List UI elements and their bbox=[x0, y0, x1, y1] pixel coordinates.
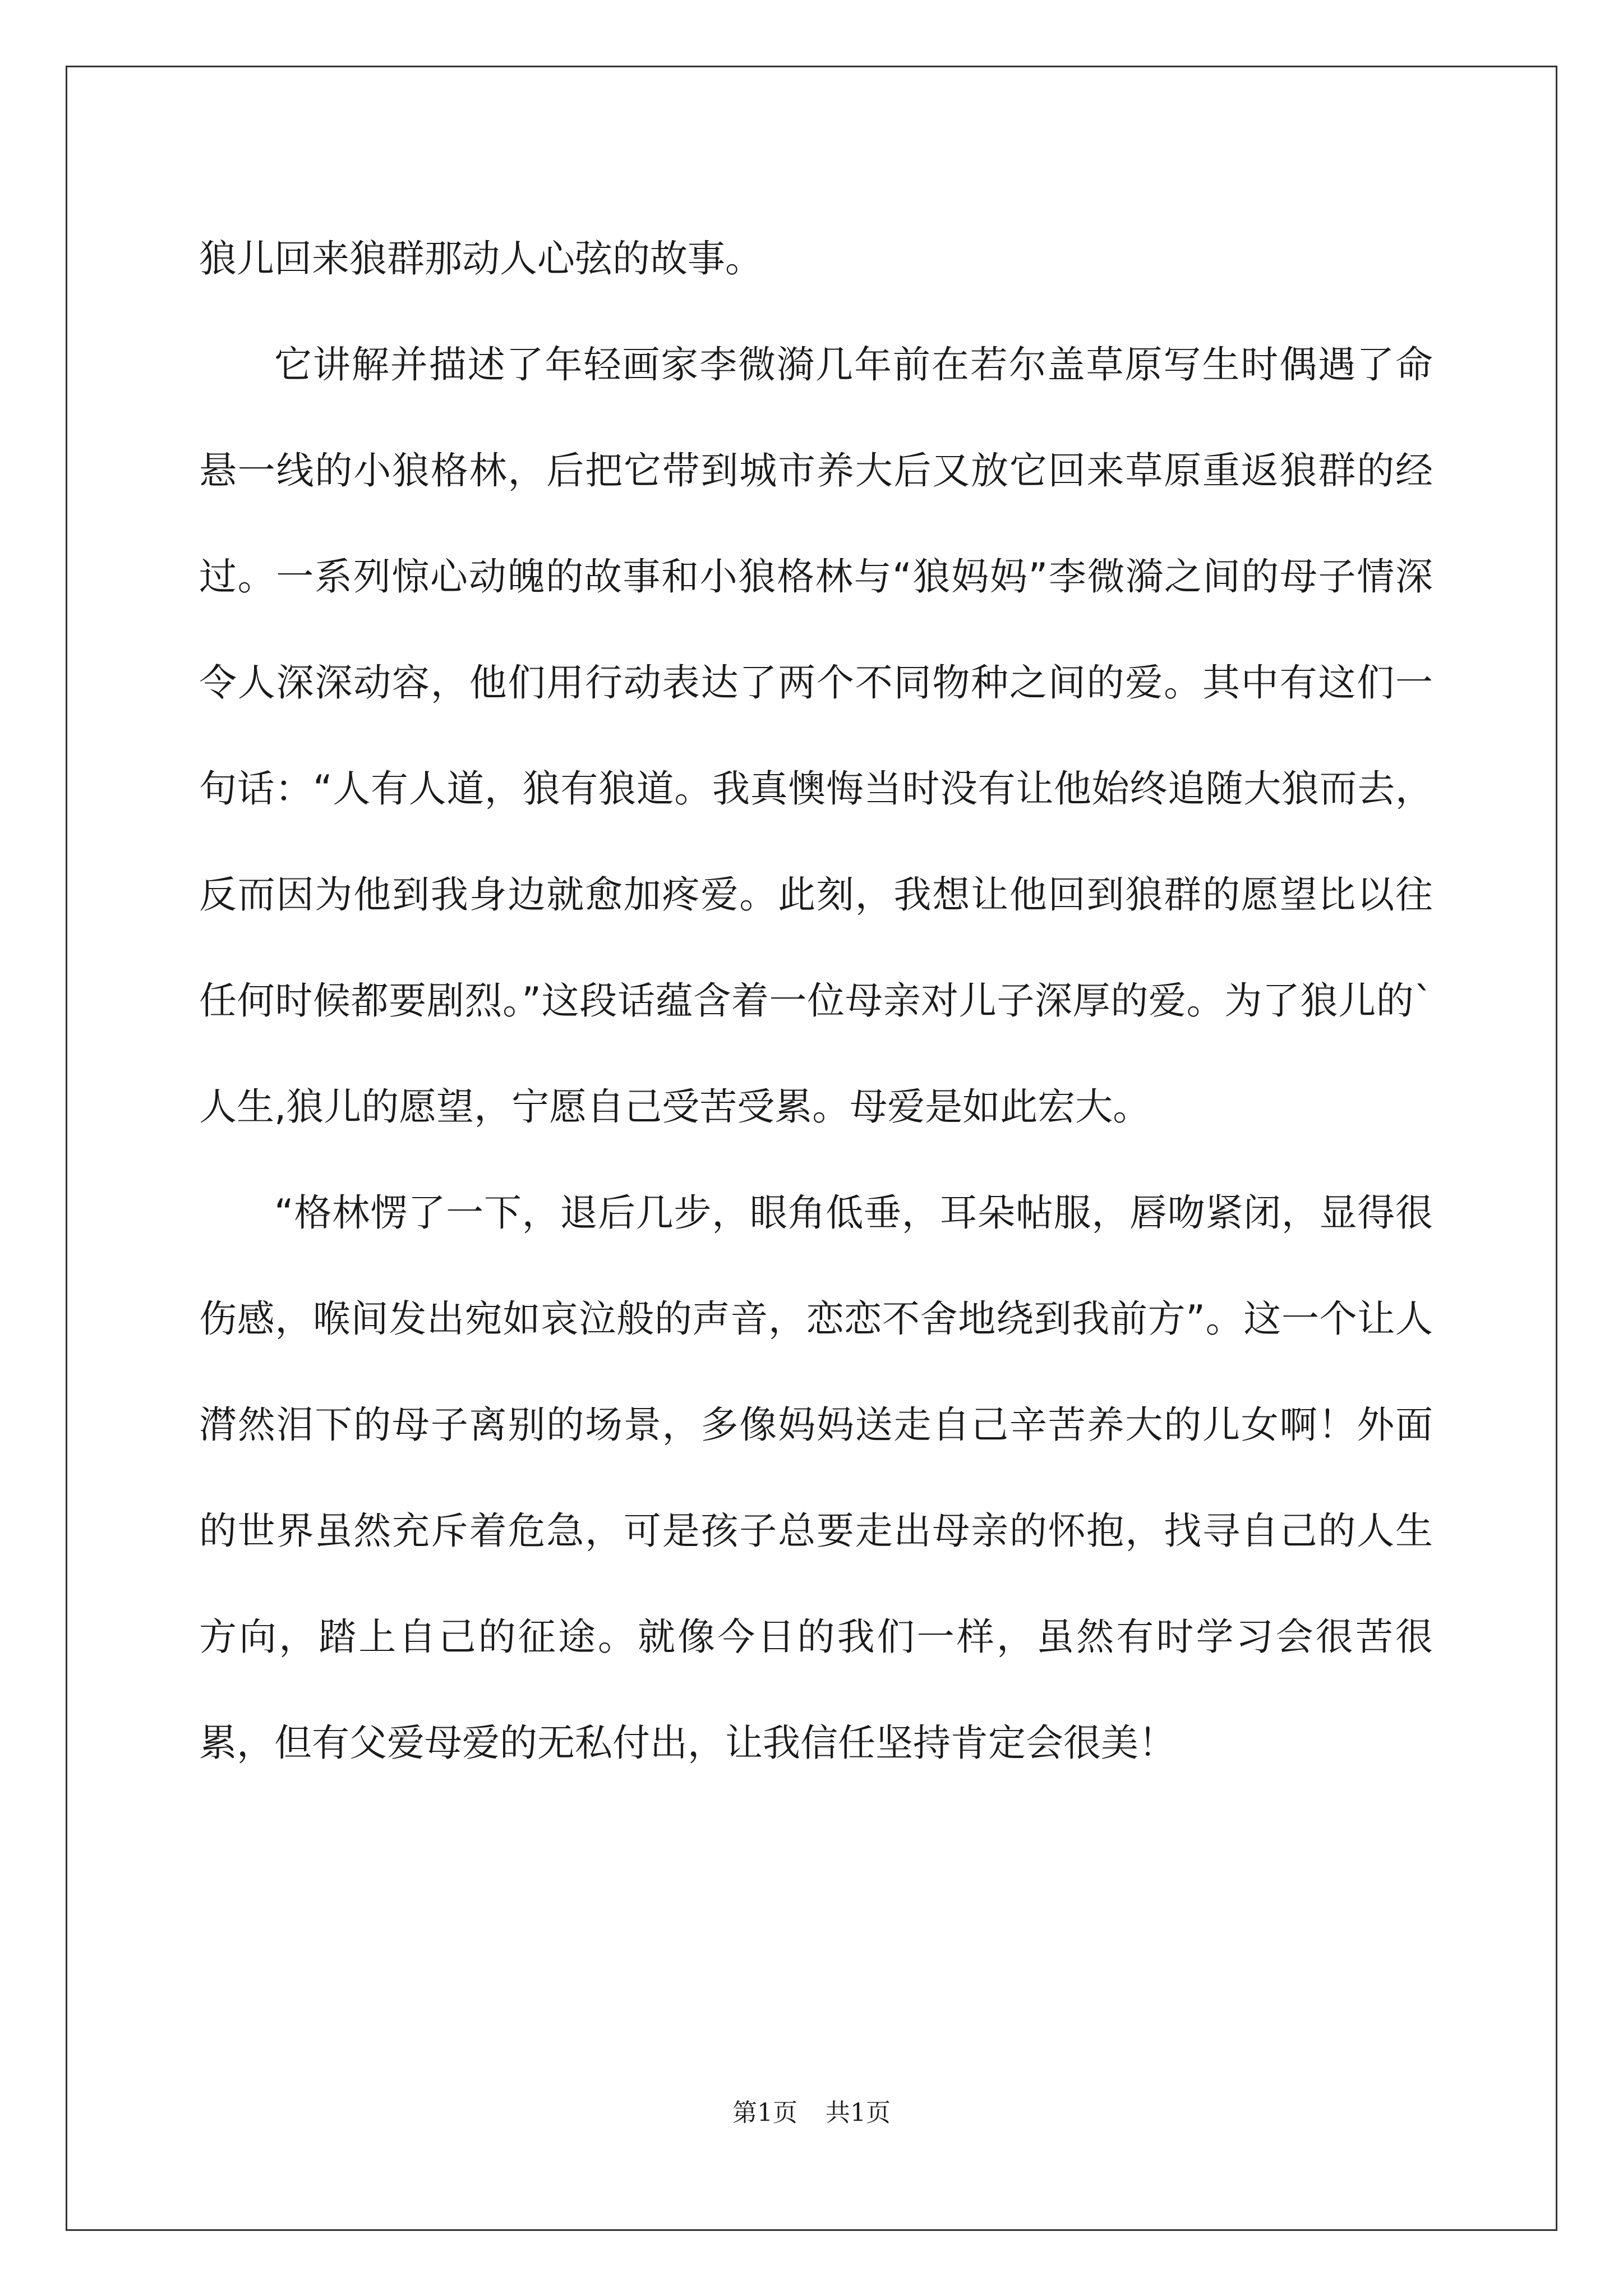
page-number: 第1页 bbox=[732, 2099, 797, 2127]
paragraph-3: “格林愣了一下，退后几步，眼角低垂，耳朵帖服，唇吻紧闭，显得很伤感，喉间发出宛如哀泣般的声音，恋恋不舍地绕到我前方”。这一个让人潸然泪下的母子离别的场景，多像妈妈送走自己辛苦养大的儿女啊！外面的世界虽然充斥着危急，可是孩子总要走出母亲的怀抱，找寻自己的人生方向，踏上自己的征途。就像今日的我们一样，虽然有时学习会很苦很累，但有父爱母爱的无私付出，让我信任坚持肯定会很美！ bbox=[199, 1191, 1433, 1765]
paragraph-2: 它讲解并描述了年轻画家李微漪几年前在若尔盖草原写生时偶遇了命悬一线的小狼格林，后把它带到城市养大后又放它回来草原重返狼群的经过。一系列惊心动魄的故事和小狼格林与“狼妈妈”李微漪之间的母子情深令人深深动容，他们用行动表达了两个不同物种之间的爱。其中有这们一句话：“人有人道，狼有狼道。我真懊悔当时没有让他始终追随大狼而去，反而因为他到我身边就愈加疼爱。此刻，我想让他回到狼群的愿望比以往任何时候都要剧烈。”这段话蕴含着一位母亲对儿子深厚的爱。为了狼儿的`人生,狼儿的愿望，宁愿自己受苦受累。母爱是如此宏大。 bbox=[199, 343, 1433, 1129]
page-footer bbox=[0, 2092, 1623, 2128]
document-body bbox=[199, 206, 1433, 1796]
page-total: 共1页 bbox=[826, 2099, 891, 2127]
paragraph-1: 狼儿回来狼群那动人心弦的故事。 bbox=[199, 237, 763, 280]
